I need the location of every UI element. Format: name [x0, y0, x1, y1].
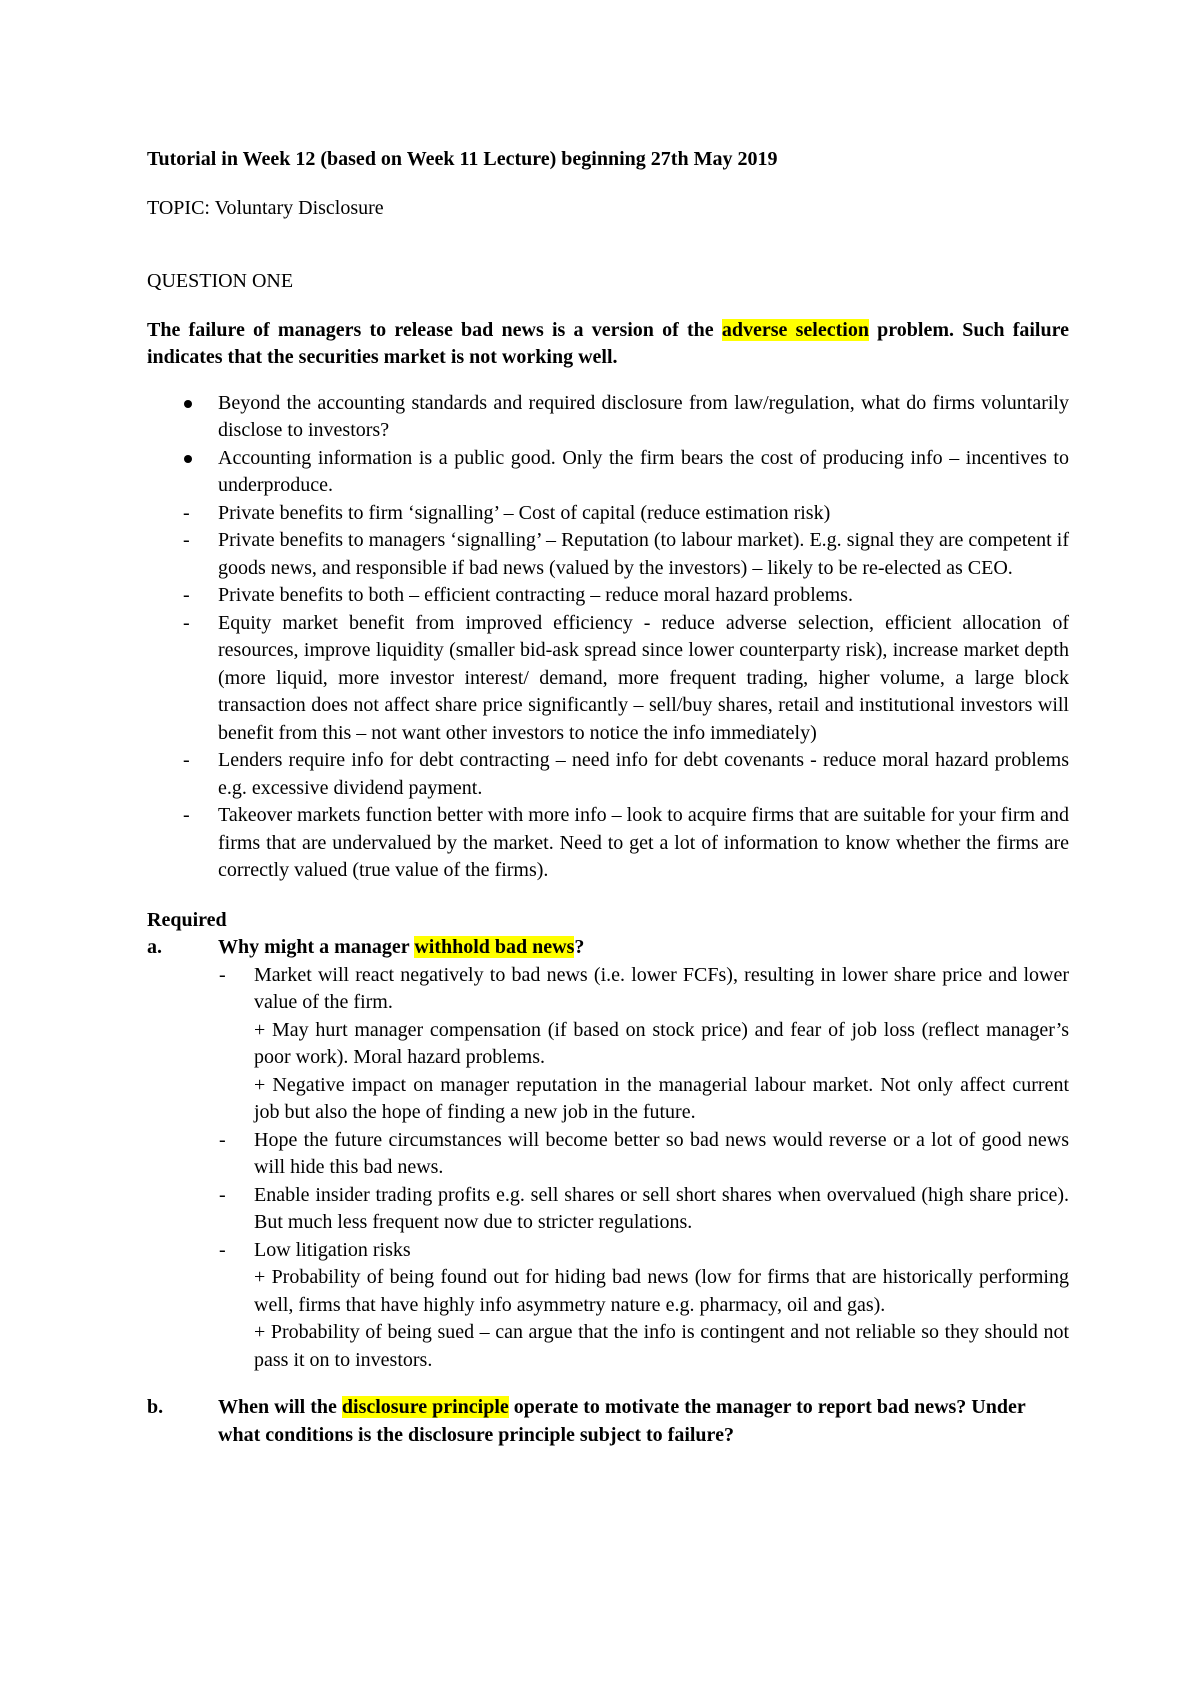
answer-extra: + May hurt manager compensation (if based on stock price) and fear of job loss (reflect manager’s poor work). Moral hazard problems.	[254, 1018, 1069, 1068]
intro-text-2: problem. Such failure indicates that the securities market is not working well.	[147, 318, 1069, 368]
question-a-label: a.	[147, 936, 162, 958]
list-item	[147, 445, 1069, 500]
list-item	[147, 390, 1069, 445]
question-b-text-2: operate to motivate the manager to report bad news? Under what conditions is the disclosure principle subject to failure?	[218, 1396, 1026, 1446]
answer-main: Hope the future circumstances will become better so bad news would reverse or a lot of good news will hide this bad news.	[254, 1128, 1069, 1178]
required-label: Required	[147, 908, 227, 931]
point-text: Lenders require info for debt contracting – need info for debt covenants - reduce moral hazard problems e.g. excessive dividend payment.	[218, 749, 1069, 799]
dash-marker: -	[219, 963, 226, 986]
dash-marker: -	[183, 501, 190, 524]
answer-main: Market will react negatively to bad news (i.e. lower FCFs), resulting in lower share price and lower value of the firm.	[254, 963, 1069, 1013]
point-text: Accounting information is a public good. Only the firm bears the cost of producing info – incentives to underproduce.	[218, 446, 1069, 496]
list-item	[147, 802, 1069, 885]
list-item	[147, 582, 1069, 610]
question-b-label: b.	[147, 1396, 164, 1418]
dash-marker: -	[183, 749, 190, 771]
dash-marker: -	[219, 1128, 226, 1151]
answer-main: Enable insider trading profits e.g. sell shares or sell short shares when overvalued (high share price). But much less frequent now due to stricter regulations.	[254, 1183, 1069, 1233]
point-text: Private benefits to both – efficient contracting – reduce moral hazard problems.	[218, 584, 853, 606]
list-item	[147, 610, 1069, 748]
list-item	[147, 1237, 1069, 1375]
document-content	[147, 146, 1069, 1449]
question-intro	[147, 317, 1069, 372]
bullet-icon	[184, 455, 192, 463]
list-item	[147, 1182, 1069, 1237]
point-text: Takeover markets function better with more info – look to acquire firms that are suitable for your firm and firms that are undervalued by the market. Need to get a lot of information to know whether the firms are correctly valued (true value of the firms).	[218, 804, 1069, 881]
dash-marker: -	[183, 611, 190, 634]
list-item	[147, 962, 1069, 1127]
question-b	[147, 1394, 1069, 1449]
discussion-points	[147, 390, 1069, 885]
answer-extra: + Negative impact on manager reputation in the managerial labour market. Not only affect current job but also the hope of finding a new job in the future.	[254, 1073, 1069, 1123]
bullet-icon	[184, 400, 192, 408]
list-item	[147, 747, 1069, 802]
point-text: Equity market benefit from improved efficiency - reduce adverse selection, efficient allocation of resources, improve liquidity (smaller bid-ask spread since lower counterparty risk), increase market depth (more liquid, more investor interest/ demand, more frequent trading, higher volume, a large block transaction does not affect share price significantly – sell/buy shares, retail and institutional investors will benefit from this – not want other investors to notice the info immediately)	[218, 611, 1069, 744]
topic-line: TOPIC: Voluntary Disclosure	[147, 196, 384, 219]
list-item	[147, 1127, 1069, 1182]
dash-marker: -	[183, 804, 190, 826]
list-item	[147, 500, 1069, 528]
point-text: Private benefits to managers ‘signalling’ – Reputation (to labour market). E.g. signal they are competent if goods news, and responsible if bad news (valued by the investors) – likely to be re-elected as CEO.	[218, 529, 1069, 579]
tutorial-title: Tutorial in Week 12 (based on Week 11 Lecture) beginning 27th May 2019	[147, 148, 778, 170]
question-a-highlight: withhold bad news	[414, 936, 575, 958]
question-a-text-1: Why might a manager	[218, 936, 415, 958]
question-b-highlight: disclosure principle	[341, 1396, 509, 1418]
dash-marker: -	[183, 584, 190, 606]
question-one-label: QUESTION ONE	[147, 270, 294, 292]
answer-extra: + Probability of being found out for hiding bad news (low for firms that are historically performing well, firms that have highly info asymmetry nature e.g. pharmacy, oil and gas).	[254, 1266, 1069, 1316]
question-a-answers	[147, 962, 1069, 1375]
question-a-text-2: ?	[574, 936, 585, 958]
point-text: Private benefits to firm ‘signalling’ – Cost of capital (reduce estimation risk)	[218, 501, 831, 524]
dash-marker: -	[219, 1183, 226, 1206]
answer-main: Low litigation risks	[254, 1238, 411, 1261]
question-b-text-1: When will the	[218, 1396, 342, 1418]
dash-marker: -	[219, 1238, 226, 1261]
point-text: Beyond the accounting standards and required disclosure from law/regulation, what do firms voluntarily disclose to investors?	[218, 391, 1069, 441]
intro-text-1: The failure of managers to release bad news is a version of the	[147, 318, 722, 341]
intro-highlight-adverse-selection: adverse selection	[721, 318, 869, 341]
dash-marker: -	[183, 529, 190, 551]
answer-extra: + Probability of being sued – can argue that the info is contingent and not reliable so they should not pass it on to investors.	[254, 1321, 1069, 1371]
list-item	[147, 527, 1069, 582]
question-a	[147, 934, 1069, 962]
